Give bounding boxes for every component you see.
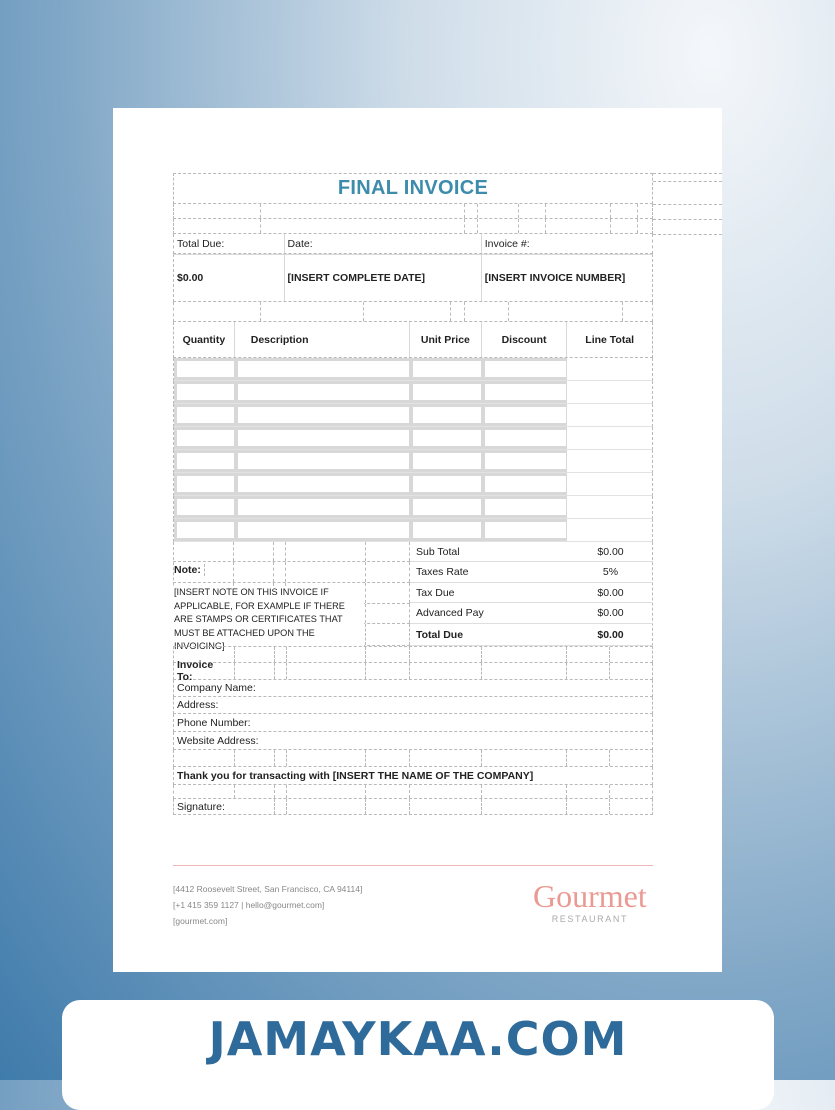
total-due-value[interactable]: $0.00 xyxy=(174,255,285,301)
grid-extension xyxy=(653,234,722,235)
table-cell[interactable] xyxy=(410,450,482,472)
table-cell[interactable] xyxy=(410,519,482,541)
table-cell[interactable] xyxy=(410,473,482,495)
spacer-row xyxy=(173,646,653,663)
spacer-row xyxy=(173,750,653,767)
table-cell[interactable] xyxy=(174,450,235,472)
footer-address: [4412 Roosevelt Street, San Francisco, CA 94114] xyxy=(173,884,363,894)
invoice-title: FINAL INVOICE xyxy=(337,177,489,199)
table-row[interactable] xyxy=(173,404,653,427)
table-cell[interactable] xyxy=(235,519,410,541)
note-grid-cell xyxy=(366,542,410,561)
table-row[interactable] xyxy=(173,473,653,496)
grid-extension xyxy=(653,173,722,174)
title-row xyxy=(173,173,653,204)
col-description: Description xyxy=(235,322,410,357)
items-body xyxy=(173,358,653,542)
thanks-text[interactable]: Thank you for transacting with [INSERT THE NAME OF THE COMPANY] xyxy=(177,769,534,782)
table-cell[interactable] xyxy=(235,473,410,495)
tax-due-label: Tax Due xyxy=(416,586,455,599)
table-cell[interactable] xyxy=(174,496,235,518)
table-cell[interactable] xyxy=(174,427,235,449)
col-line-total: Line Total xyxy=(585,333,635,346)
table-row[interactable] xyxy=(173,381,653,404)
table-cell[interactable] xyxy=(410,358,482,380)
note-grid-cell xyxy=(366,604,410,623)
note-grid-cell xyxy=(173,542,234,561)
table-cell[interactable] xyxy=(174,473,235,495)
summary-value-row xyxy=(173,254,653,302)
invoice-number-label: Invoice #: xyxy=(484,237,530,250)
totals-row-advanced-pay xyxy=(410,603,653,624)
table-cell[interactable] xyxy=(235,358,410,380)
footer-phone-email: [+1 415 359 1127 | hello@gourmet.com] xyxy=(173,900,325,910)
table-row[interactable] xyxy=(173,450,653,473)
spacer-row xyxy=(173,785,653,799)
table-cell[interactable] xyxy=(235,427,410,449)
address-row[interactable] xyxy=(173,697,653,714)
totals-row-tax-due xyxy=(410,583,653,603)
table-cell[interactable] xyxy=(482,496,568,518)
note-grid-cell xyxy=(366,562,410,582)
table-cell[interactable] xyxy=(410,427,482,449)
note-grid-cell xyxy=(366,583,410,603)
watermark-banner xyxy=(62,1000,774,1110)
table-cell[interactable] xyxy=(567,473,652,495)
table-cell[interactable] xyxy=(174,519,235,541)
date-value[interactable]: [INSERT COMPLETE DATE] xyxy=(285,255,482,301)
invoice-number-value[interactable]: [INSERT INVOICE NUMBER] xyxy=(484,272,626,284)
logo-sub: RESTAURANT xyxy=(551,914,629,924)
table-cell[interactable] xyxy=(235,404,410,426)
note-grid-cell xyxy=(274,542,286,561)
grid-extension xyxy=(653,181,722,182)
totals-note-block xyxy=(173,542,653,651)
phone-number-field[interactable]: Phone Number: xyxy=(177,716,251,729)
note-text[interactable]: [INSERT NOTE ON THIS INVOICE IF APPLICABLE, FOR EXAMPLE IF THERE ARE STAMPS OR CERTIFICATES THAT MUST BE ATTACHED UPON THE INVOICING] xyxy=(173,586,364,654)
totals-row-total-due xyxy=(410,624,653,646)
table-cell[interactable] xyxy=(567,404,652,426)
table-cell[interactable] xyxy=(174,358,235,380)
phone-row[interactable] xyxy=(173,714,653,732)
table-cell[interactable] xyxy=(567,496,652,518)
table-cell[interactable] xyxy=(482,404,568,426)
table-cell[interactable] xyxy=(567,450,652,472)
table-row[interactable] xyxy=(173,496,653,519)
advanced-pay-label: Advanced Pay xyxy=(416,607,484,619)
sub-total-value[interactable]: $0.00 xyxy=(597,545,624,558)
invoice-grid xyxy=(173,173,653,815)
grid-extension xyxy=(653,204,722,205)
table-cell[interactable] xyxy=(482,450,568,472)
thanks-row xyxy=(173,767,653,785)
note-label: Note: xyxy=(173,564,205,576)
gourmet-logo xyxy=(533,880,647,924)
note-grid-row xyxy=(173,562,410,583)
totals-row-sub-total xyxy=(410,542,653,562)
table-cell[interactable] xyxy=(482,358,568,380)
website-row[interactable] xyxy=(173,732,653,750)
table-row[interactable] xyxy=(173,519,653,542)
note-grid-row xyxy=(173,542,410,562)
note-grid-cell xyxy=(234,542,274,561)
table-cell[interactable] xyxy=(174,381,235,403)
items-header-row xyxy=(173,322,653,358)
advanced-pay-value[interactable]: $0.00 xyxy=(597,607,624,619)
invoice-to-row xyxy=(173,659,653,683)
table-cell[interactable] xyxy=(410,381,482,403)
table-cell[interactable] xyxy=(567,381,652,403)
col-discount: Discount xyxy=(482,322,568,357)
signature-label[interactable]: Signature: xyxy=(174,799,275,814)
company-name-field[interactable]: Company Name: xyxy=(177,682,256,694)
total-due-label: Total Due: xyxy=(174,234,285,253)
invoice-page xyxy=(113,108,722,972)
note-grid-cell xyxy=(274,562,286,582)
col-quantity: Quantity xyxy=(174,322,235,357)
table-cell[interactable] xyxy=(410,496,482,518)
taxes-rate-value[interactable]: 5% xyxy=(602,566,619,578)
note-grid-cell xyxy=(286,542,366,561)
table-cell[interactable] xyxy=(410,404,482,426)
table-cell[interactable] xyxy=(567,519,652,541)
spacer-row xyxy=(173,219,653,234)
spacer-row xyxy=(173,302,653,322)
table-cell[interactable] xyxy=(482,473,568,495)
note-grid-cell xyxy=(286,562,366,582)
grid-extension xyxy=(653,219,722,220)
date-label: Date: xyxy=(285,234,482,253)
note-grid-cell xyxy=(366,624,410,645)
watermark-text: JAMAYKAA.COM xyxy=(208,1012,628,1066)
table-cell[interactable] xyxy=(567,358,652,380)
table-cell[interactable] xyxy=(482,519,568,541)
note-grid-cell xyxy=(234,562,274,582)
tax-due-value[interactable]: $0.00 xyxy=(597,586,624,599)
total-due-value[interactable]: $0.00 xyxy=(597,628,624,641)
table-cell[interactable] xyxy=(482,427,568,449)
website-address-field[interactable]: Website Address: xyxy=(177,734,259,747)
sub-total-label: Sub Total xyxy=(416,545,460,558)
total-due-label: Total Due xyxy=(416,628,464,641)
table-cell[interactable] xyxy=(235,496,410,518)
taxes-rate-label: Taxes Rate xyxy=(416,566,469,578)
logo-name: Gourmet xyxy=(533,878,647,914)
table-cell[interactable] xyxy=(482,381,568,403)
signature-row xyxy=(173,799,653,815)
table-row[interactable] xyxy=(173,427,653,450)
table-cell[interactable] xyxy=(174,404,235,426)
table-cell[interactable] xyxy=(567,427,652,449)
invoice-to-label: Invoice To: xyxy=(174,663,235,679)
footer-website: [gourmet.com] xyxy=(173,916,228,926)
table-cell[interactable] xyxy=(235,381,410,403)
footer-contact xyxy=(173,881,362,929)
table-cell[interactable] xyxy=(235,450,410,472)
footer-divider xyxy=(173,865,653,866)
company-name-row[interactable] xyxy=(173,680,653,697)
table-row[interactable] xyxy=(173,358,653,381)
summary-label-row xyxy=(173,234,653,254)
col-unit-price: Unit Price xyxy=(410,322,482,357)
address-field[interactable]: Address: xyxy=(177,699,219,711)
spacer-row xyxy=(173,204,653,219)
totals-row-taxes-rate xyxy=(410,562,653,583)
